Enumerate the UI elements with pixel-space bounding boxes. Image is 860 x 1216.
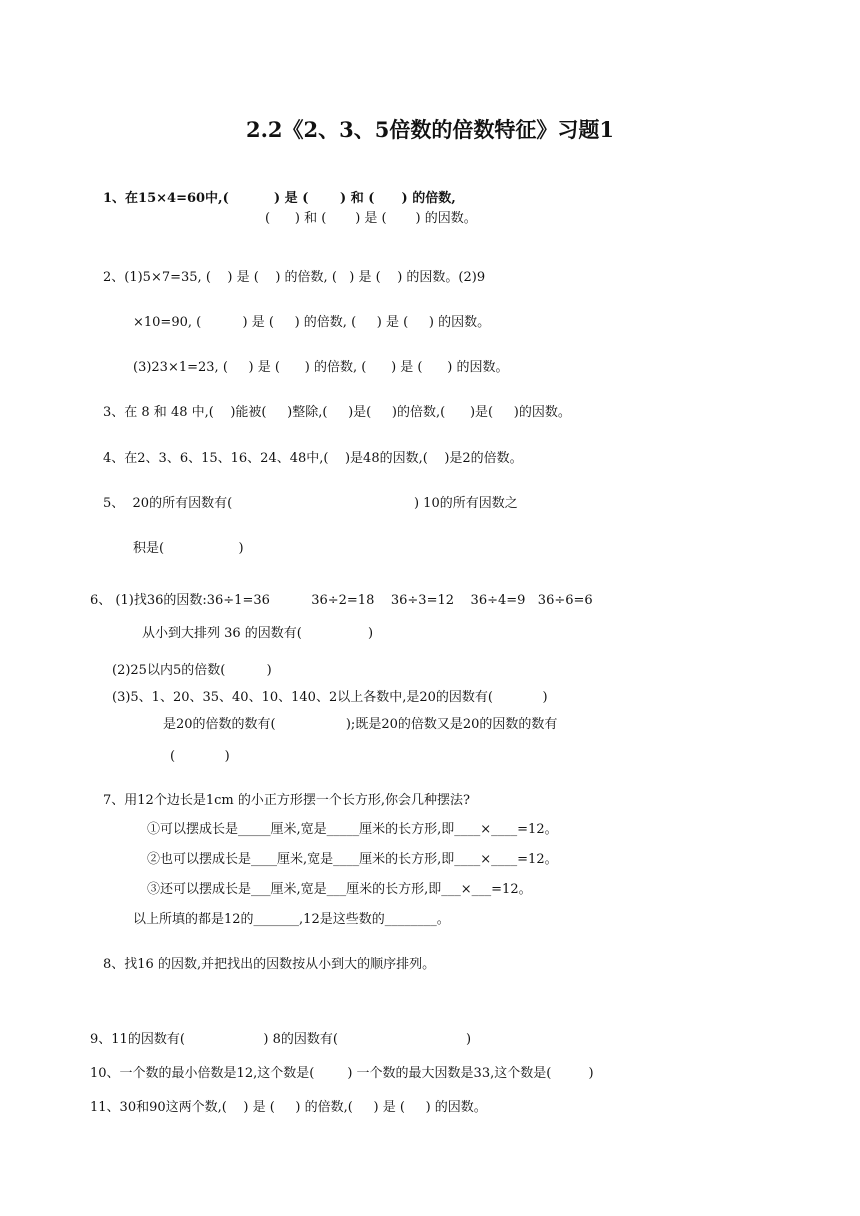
question-6-part-3-line-2: 是20的倍数的数有( );既是20的倍数又是20的因数的数有 bbox=[163, 717, 558, 732]
question-6-part-3: (3)5、1、20、35、40、10、140、2以上各数中,是20的因数有( ) bbox=[112, 690, 548, 705]
question-2-line-1: 2、(1)5×7=35, ( ) 是 ( ) 的倍数, ( ) 是 ( ) 的因数。(2)9 bbox=[103, 270, 486, 285]
question-2-line-2: ×10=90, ( ) 是 ( ) 的倍数, ( ) 是 ( ) 的因数。 bbox=[133, 315, 491, 330]
question-7-option-3: ③还可以摆成长是___厘米,宽是___厘米的长方形,即___×___=12。 bbox=[147, 882, 532, 897]
question-6-part-3-line-3: ( ) bbox=[170, 749, 230, 764]
page-title: 2.2《2、3、5倍数的倍数特征》习题1 bbox=[246, 117, 614, 142]
question-7-option-2: ②也可以摆成长是____厘米,宽是____厘米的长方形,即____×____=12。 bbox=[147, 852, 558, 867]
question-6-line-1: 6、 (1)找36的因数:36÷1=36 36÷2=18 36÷3=12 36÷4=9 36÷6=6 bbox=[90, 593, 593, 608]
question-4: 4、在2、3、6、15、16、24、48中,( )是48的因数,( )是2的倍数。 bbox=[103, 451, 523, 466]
question-7: 7、用12个边长是1cm 的小正方形摆一个长方形,你会几种摆法? bbox=[103, 793, 470, 808]
question-9: 9、11的因数有( ) 8的因数有( ) bbox=[90, 1032, 472, 1047]
question-6-line-2: 从小到大排列 36 的因数有( ) bbox=[142, 626, 374, 641]
question-7-summary: 以上所填的都是12的_______,12是这些数的________。 bbox=[133, 912, 450, 927]
question-3: 3、在 8 和 48 中,( )能被( )整除,( )是( )的倍数,( )是( )的因数。 bbox=[103, 405, 571, 420]
question-8: 8、找16 的因数,并把找出的因数按从小到大的顺序排列。 bbox=[103, 957, 436, 972]
question-1-line-1: 1、在15×4=60中,( ) 是 ( ) 和 ( ) 的倍数, bbox=[103, 191, 456, 206]
question-5-line-1: 5、 20的所有因数有( ) 10的所有因数之 bbox=[103, 496, 518, 511]
question-11: 11、30和90这两个数,( ) 是 ( ) 的倍数,( ) 是 ( ) 的因数。 bbox=[90, 1100, 487, 1115]
question-6-part-2: (2)25以内5的倍数( ) bbox=[112, 663, 272, 678]
question-7-option-1: ①可以摆成长是_____厘米,宽是_____厘米的长方形,即____×____=12。 bbox=[147, 822, 558, 837]
question-1-line-2: ( ) 和 ( ) 是 ( ) 的因数。 bbox=[265, 211, 477, 226]
question-5-line-2: 积是( ) bbox=[133, 541, 244, 556]
question-2-line-3: (3)23×1=23, ( ) 是 ( ) 的倍数, ( ) 是 ( ) 的因数。 bbox=[133, 360, 509, 375]
question-10: 10、一个数的最小倍数是12,这个数是( ) 一个数的最大因数是33,这个数是( ) bbox=[90, 1066, 594, 1081]
